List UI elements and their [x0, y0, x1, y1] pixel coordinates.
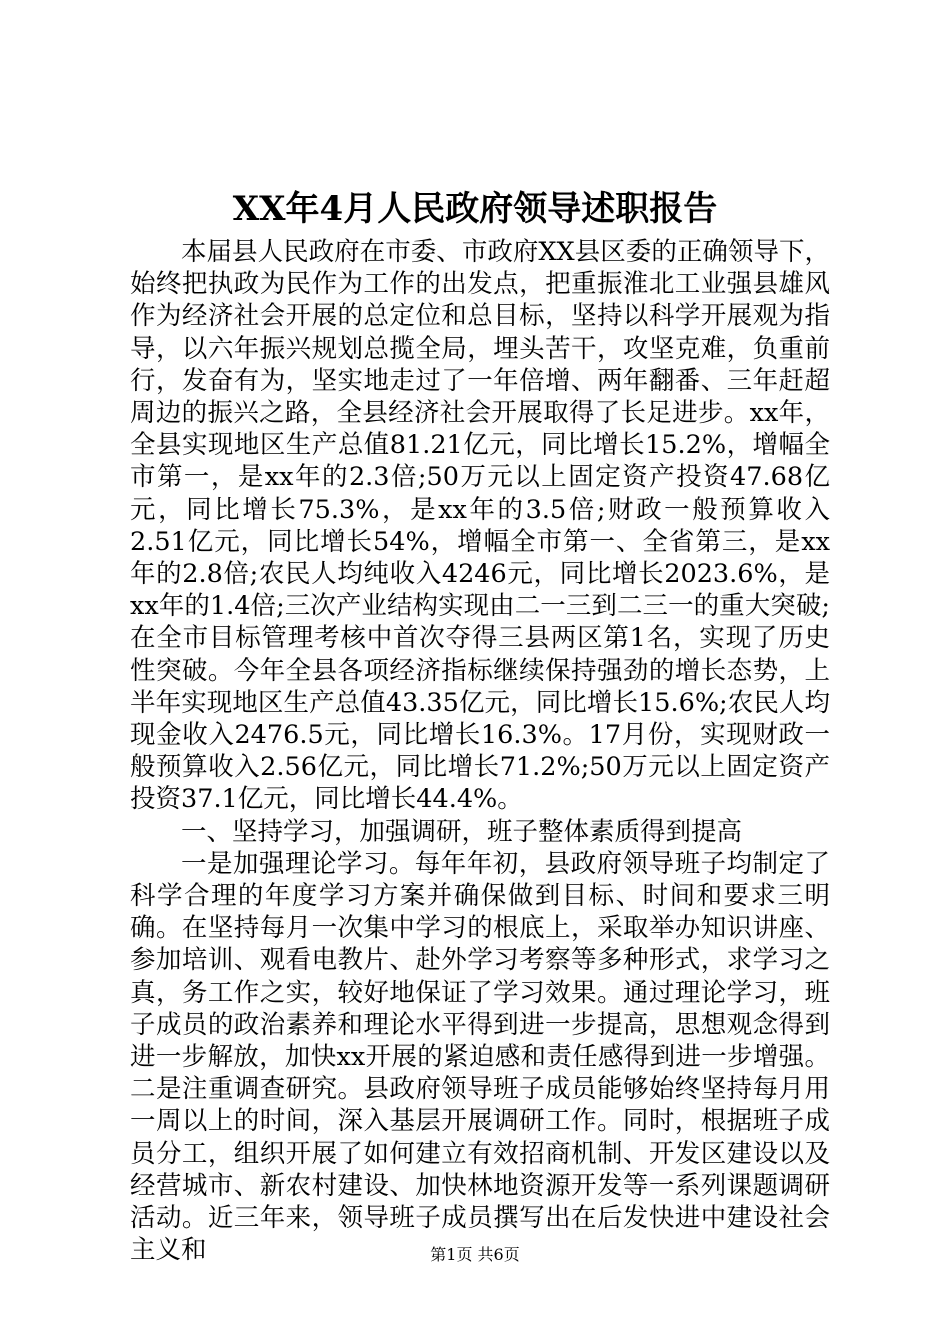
document-title: XX年4月人民政府领导述职报告 [232, 189, 718, 229]
document-body [130, 236, 830, 1267]
paragraph-intro: 本届县人民政府在市委、市政府XX县区委的正确领导下，始终把执政为民作为工作的出发点，把重振淮北工业强县雄风作为经济社会开展的总定位和总目标，坚持以科学开展观为指导，以六年振兴规划总揽全局，埋头苦干，攻坚克难，负重前行，发奋有为，坚实地走过了一年倍增、两年翻番、三年赶超周边的振兴之路，全县经济社会开展取得了长足进步。xx年，全县实现地区生产总值81.21亿元，同比增长15.2%，增幅全市第一，是xx年的2.3倍;50万元以上固定资产投资47.68亿元，同比增长75.3%，是xx年的3.5倍;财政一般预算收入2.51亿元，同比增长54%，增幅全市第一、全省第三，是xx年的2.8倍;农民人均纯收入4246元，同比增长2023.6%，是xx年的1.4倍;三次产业结构实现由二一三到二三一的重大突破;在全市目标管理考核中首次夺得三县两区第1名，实现了历史性突破。今年全县各项经济指标继续保持强劲的增长态势，上半年实现地区生产总值43.35亿元，同比增长15.6%;农民人均现金收入2476.5元，同比增长16.3%。17月份，实现财政一般预算收入2.56亿元，同比增长71.2%;50万元以上固定资产投资37.1亿元，同比增长44.4%。 [130, 237, 830, 815]
paragraph-study: 一是加强理论学习。每年年初，县政府领导班子均制定了科学合理的年度学习方案并确保做到目标、时间和要求三明确。在坚持每月一次集中学习的根底上，采取举办知识讲座、参加培训、观看电教片、赴外学习考察等多种形式，求学习之真，务工作之实，较好地保证了学习效果。通过理论学习，班子成员的政治素养和理论水平得到进一步提高，思想观念得到进一步解放，加快xx开展的紧迫感和责任感得到进一步增强。二是注重调查研究。县政府领导班子成员能够始终坚持每月用一周以上的时间，深入基层开展调研工作。同时，根据班子成员分工，组织开展了如何建立有效招商机制、开发区建设以及经营城市、新农村建设、加快林地资源开发等一系列课题调研活动。近三年来，领导班子成员撰写出在后发快进中建设社会主义和 [130, 848, 830, 1266]
section-heading-1: 一、坚持学习，加强调研，班子整体素质得到提高 [181, 816, 743, 847]
page-number-footer: 第1页 共6页 [430, 1245, 520, 1264]
